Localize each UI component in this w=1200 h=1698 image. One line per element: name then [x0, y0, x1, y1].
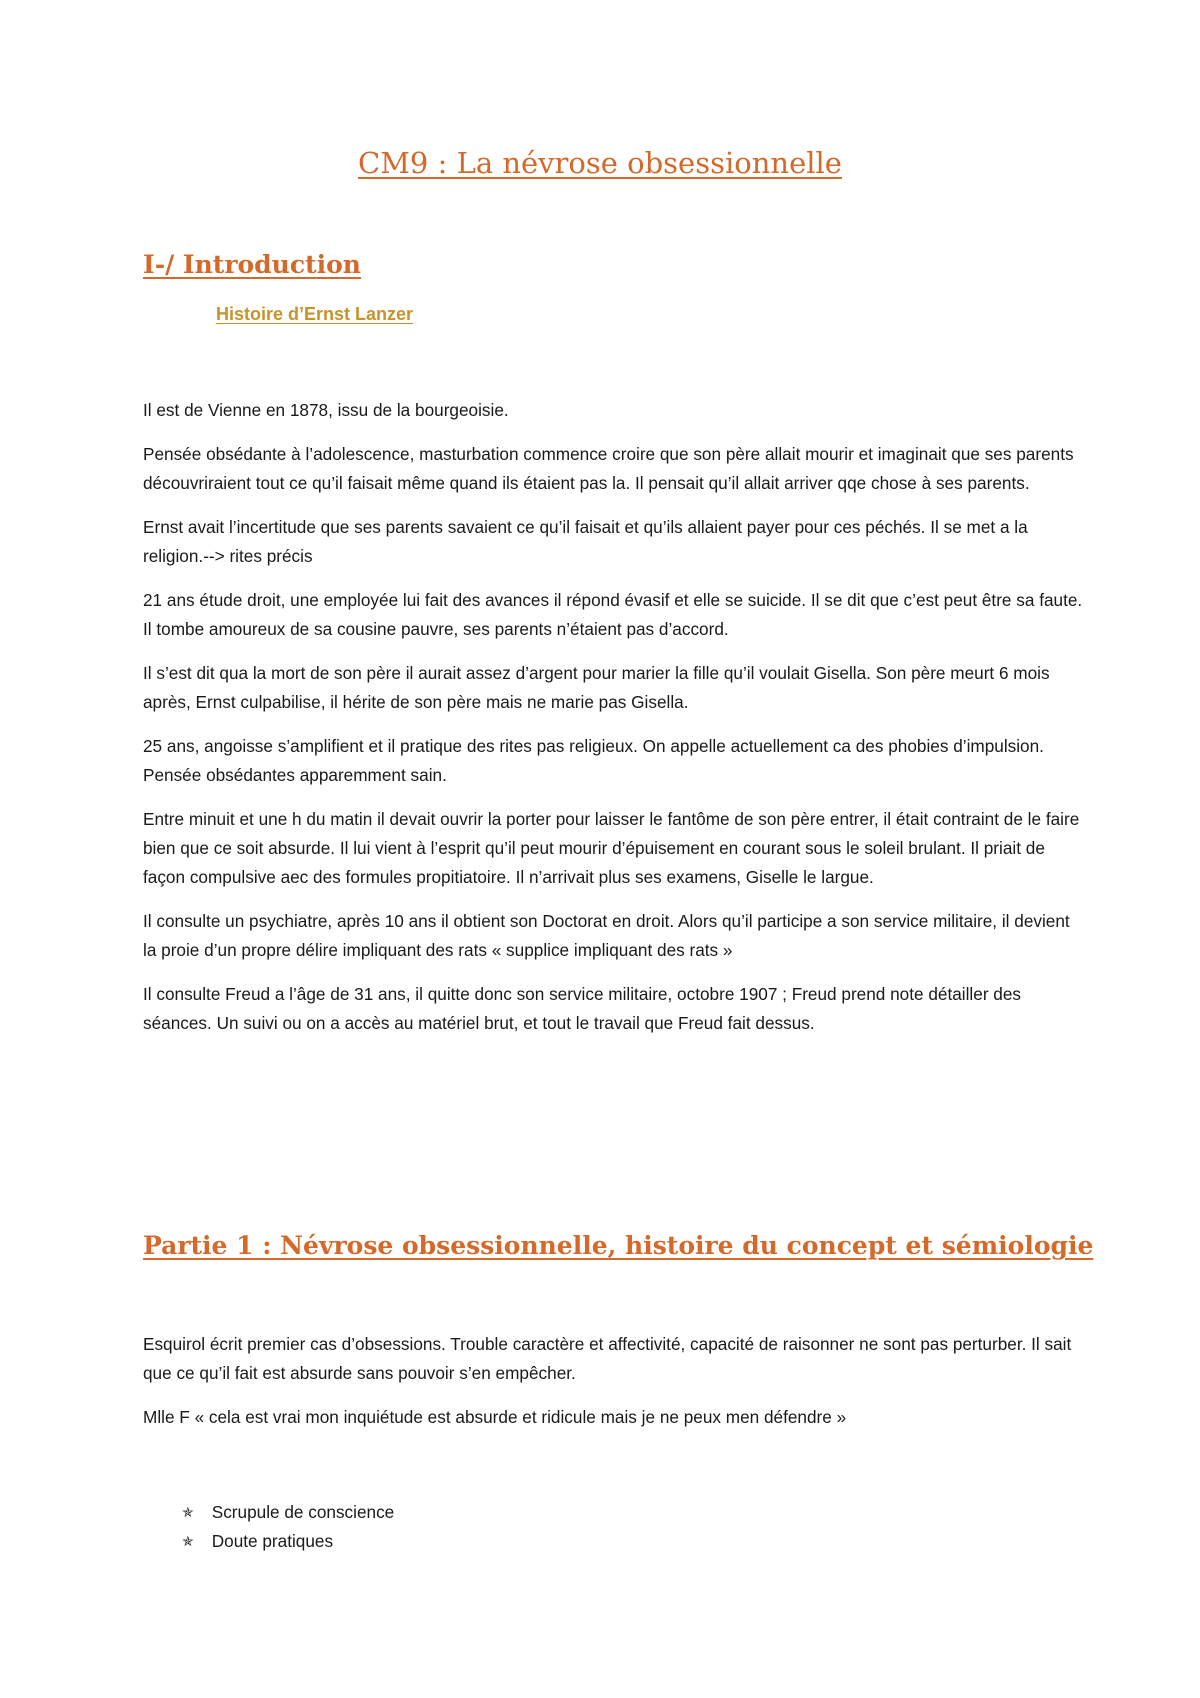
paragraph: Esquirol écrit premier cas d’obsessions. Trouble caractère et affectivité, capacité de raisonner ne sont pas perturber. Il sait que ce qu’il fait est absurde sans pouvoir s’en empêcher.	[143, 1334, 1072, 1383]
list-item-label: Doute pratiques	[211, 1531, 334, 1551]
introduction-body	[143, 396, 1083, 1053]
paragraph: Pensée obsédante à l’adolescence, masturbation commence croire que son père allait mourir et imaginait que ses parents découvriraient tout ce qu’il faisait même quand ils étaient pas la. Il pensait qu’il allait arriver qqe chose à ses parents.	[143, 444, 1074, 493]
subheading-ernst-lanzer: Histoire d’Ernst Lanzer	[216, 304, 414, 324]
bullet-list	[182, 1498, 394, 1556]
star-bullet-icon: ✯	[182, 1533, 194, 1549]
paragraph: Il consulte un psychiatre, après 10 ans il obtient son Doctorat en droit. Alors qu’il participe a son service militaire, il devient la proie d’un propre délire impliquant des rats « supplice impliquant des rats »	[143, 911, 1070, 960]
star-bullet-icon: ✯	[182, 1504, 194, 1520]
section-heading-introduction: I-/ Introduction	[143, 250, 361, 279]
partie-1-body	[143, 1330, 1083, 1447]
list-item-label: Scrupule de conscience	[211, 1502, 395, 1522]
paragraph: Il s’est dit qua la mort de son père il aurait assez d’argent pour marier la fille qu’il voulait Gisella. Son père meurt 6 mois après, Ernst culpabilise, il hérite de son père mais ne marie pas Gisella.	[143, 663, 1050, 712]
document-title: CM9 : La névrose obsessionnelle	[358, 146, 842, 180]
paragraph: Il est de Vienne en 1878, issu de la bourgeoisie.	[143, 400, 509, 420]
paragraph: 21 ans étude droit, une employée lui fait des avances il répond évasif et elle se suicide. Il se dit que c’est peut être sa faute. Il tombe amoureux de sa cousine pauvre, ses parents n’étaient pas d’accord.	[143, 590, 1083, 639]
paragraph: Entre minuit et une h du matin il devait ouvrir la porter pour laisser le fantôme de son père entrer, il était contraint de le faire bien que ce soit absurde. Il lui vient à l’esprit qu’il peut mourir d’épuisement en courant sous le soleil brulant. Il priait de façon compulsive aec des formules propitiatoire. Il n’arrivait plus ses examens, Giselle le largue.	[143, 809, 1080, 887]
paragraph: Ernst avait l’incertitude que ses parents savaient ce qu’il faisait et qu’ils allaient payer pour ces péchés. Il se met a la religion.--> rites précis	[143, 517, 1028, 566]
section-heading-partie-1: Partie 1 : Névrose obsessionnelle, histoire du concept et sémiologie	[143, 1231, 1094, 1260]
list-item	[182, 1527, 394, 1556]
list-item	[182, 1498, 394, 1527]
paragraph: 25 ans, angoisse s’amplifient et il pratique des rites pas religieux. On appelle actuellement ca des phobies d’impulsion. Pensée obsédantes apparemment sain.	[143, 736, 1044, 785]
paragraph: Mlle F « cela est vrai mon inquiétude est absurde et ridicule mais je ne peux men défendre »	[143, 1407, 847, 1427]
paragraph: Il consulte Freud a l’âge de 31 ans, il quitte donc son service militaire, octobre 1907 ; Freud prend note détailler des séances. Un suivi ou on a accès au matériel brut, et tout le travail que Freud fait dessus.	[143, 984, 1022, 1033]
